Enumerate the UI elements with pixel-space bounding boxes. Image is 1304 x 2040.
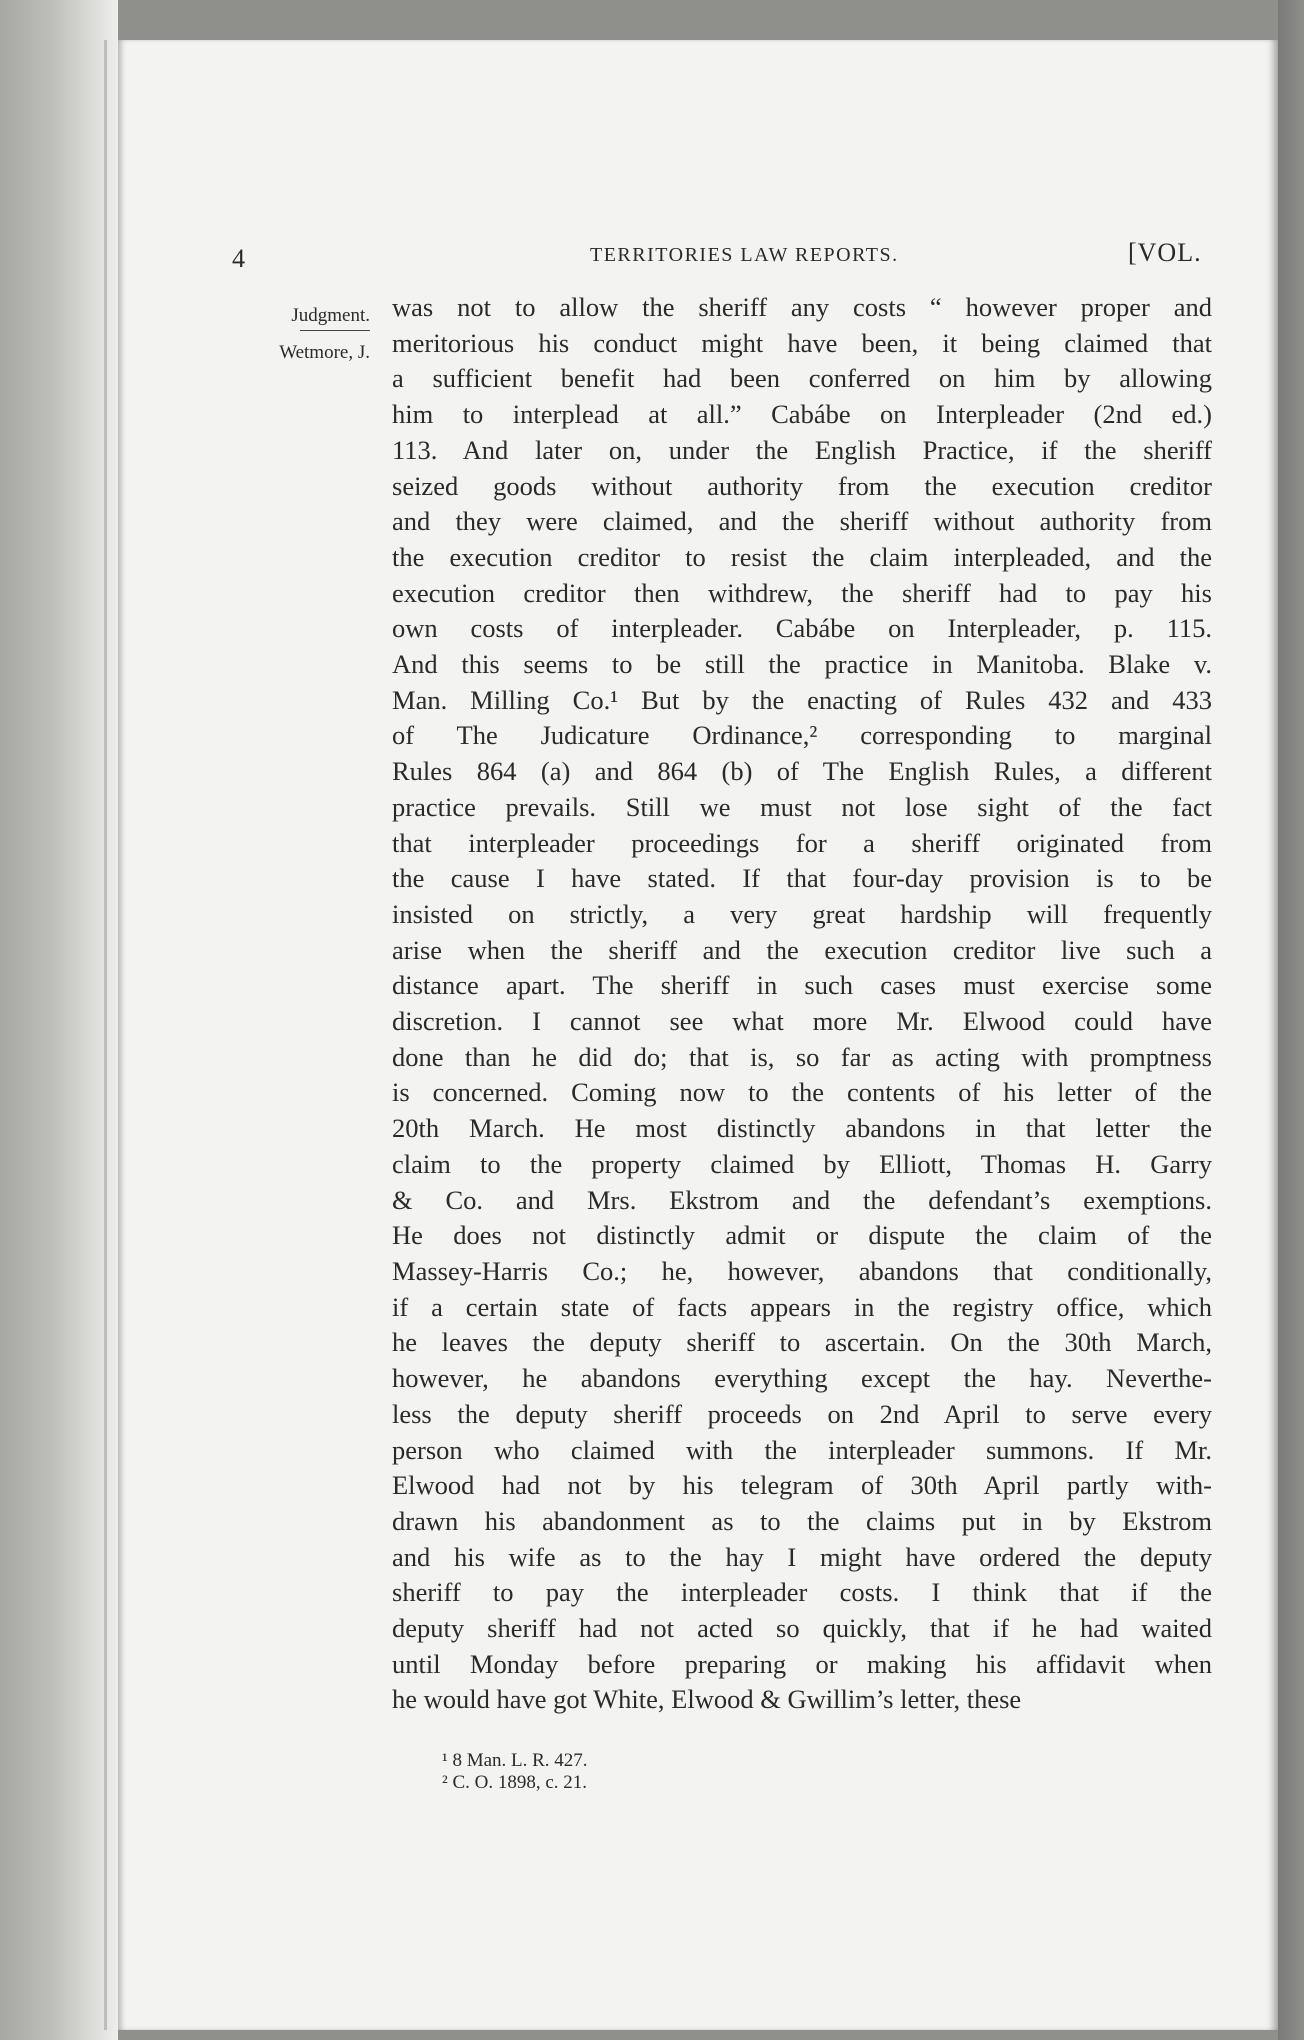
body-line: sheriff to pay the interpleader costs. I think that if the <box>392 1577 1212 1608</box>
body-line: was not to allow the sheriff any costs “ however proper and <box>392 292 1212 322</box>
scan-margin-right <box>1278 0 1304 2040</box>
body-line: he leaves the deputy sheriff to ascertain. On the 30th March, <box>392 1327 1212 1358</box>
body-line: a sufficient benefit had been conferred on him by allowing <box>392 363 1212 394</box>
body-line: Man. Milling Co.¹ But by the enacting of Rules 432 and 433 <box>392 684 1212 715</box>
side-notes <box>220 298 370 371</box>
body-line: deputy sheriff had not acted so quickly, that if he had waited <box>392 1613 1212 1644</box>
body-line: of The Judicature Ordinance,² corresponding to marginal <box>392 720 1212 751</box>
footnote-1: ¹ 8 Man. L. R. 427. <box>442 1750 588 1771</box>
body-line: meritorious his conduct might have been, it being claimed that <box>392 327 1212 358</box>
side-note-judge: Wetmore, J. <box>279 342 370 363</box>
judgment-body <box>392 290 1212 1718</box>
body-line: he would have got White, Elwood & Gwillim’s letter, these <box>392 1684 1022 1715</box>
body-line: seized goods without authority from the execution creditor <box>392 470 1212 501</box>
side-note-section: Judgment. <box>291 305 370 326</box>
page-number: 4 <box>232 244 245 273</box>
body-line: Massey-Harris Co.; he, however, abandons that conditionally, <box>392 1255 1212 1286</box>
body-line: & Co. and Mrs. Ekstrom and the defendant’s exemptions. <box>392 1184 1212 1215</box>
body-line: and they were claimed, and the sheriff without authority from <box>392 506 1212 537</box>
running-title: TERRITORIES LAW REPORTS. <box>590 244 899 266</box>
body-line: until Monday before preparing or making his affidavit when <box>392 1648 1212 1679</box>
page-edge <box>104 40 107 2030</box>
body-line: and his wife as to the hay I might have ordered the deputy <box>392 1541 1212 1572</box>
body-line: the cause I have stated. If that four-day provision is to be <box>392 863 1212 894</box>
body-line: the execution creditor to resist the claim interpleaded, and the <box>392 541 1212 572</box>
running-head <box>220 232 1230 272</box>
body-line: own costs of interpleader. Cabábe on Interpleader, p. 115. <box>392 613 1212 644</box>
body-line: person who claimed with the interpleader summons. If Mr. <box>392 1434 1212 1465</box>
body-line: practice prevails. Still we must not lose sight of the fact <box>392 791 1212 822</box>
body-line: that interpleader proceedings for a sheriff originated from <box>392 827 1212 858</box>
body-line: drawn his abandonment as to the claims put in by Ekstrom <box>392 1505 1212 1536</box>
body-line: He does not distinctly admit or dispute the claim of the <box>392 1220 1212 1251</box>
body-line: done than he did do; that is, so far as acting with promptness <box>392 1041 1212 1072</box>
body-line: 20th March. He most distinctly abandons in that letter the <box>392 1113 1212 1144</box>
body-line: 113. And later on, under the English Practice, if the sheriff <box>392 434 1212 465</box>
body-line: if a certain state of facts appears in the registry office, which <box>392 1291 1212 1322</box>
footnotes <box>442 1750 942 1794</box>
body-line: Elwood had not by his telegram of 30th April partly with- <box>392 1470 1212 1501</box>
body-line: less the deputy sheriff proceeds on 2nd April to serve every <box>392 1398 1212 1429</box>
body-line: arise when the sheriff and the execution creditor live such a <box>392 934 1212 965</box>
body-line: And this seems to be still the practice in Manitoba. Blake v. <box>392 649 1212 680</box>
body-line: is concerned. Coming now to the contents of his letter of the <box>392 1077 1212 1108</box>
body-line: insisted on strictly, a very great hardship will frequently <box>392 898 1212 929</box>
volume-label: [VOL. <box>1128 238 1202 267</box>
body-line: Rules 864 (a) and 864 (b) of The English Rules, a different <box>392 756 1212 787</box>
body-line: him to interplead at all.” Cabábe on Interpleader (2nd ed.) <box>392 399 1212 430</box>
body-line: however, he abandons everything except the hay. Neverthe- <box>392 1363 1212 1394</box>
body-line: distance apart. The sheriff in such cases must exercise some <box>392 970 1212 1001</box>
scan-margin-left <box>0 0 118 2040</box>
body-line: discretion. I cannot see what more Mr. Elwood could have <box>392 1006 1212 1037</box>
body-line: claim to the property claimed by Elliott, Thomas H. Garry <box>392 1148 1212 1179</box>
footnote-2: ² C. O. 1898, c. 21. <box>442 1772 588 1793</box>
body-line: execution creditor then withdrew, the sheriff had to pay his <box>392 577 1212 608</box>
